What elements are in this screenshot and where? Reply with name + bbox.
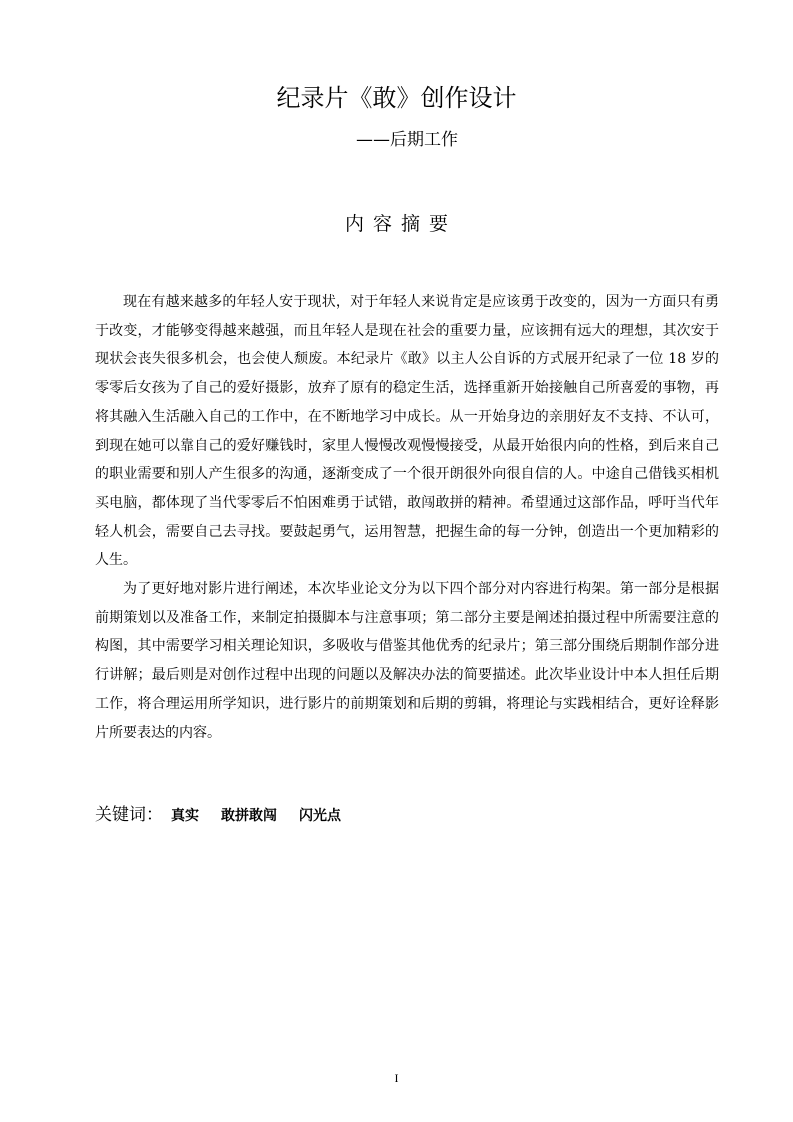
abstract-paragraph-1: 现在有越来越多的年轻人安于现状，对于年轻人来说肯定是应该勇于改变的，因为一方面只有勇于改变，才能够变得越来越强，而且年轻人是现在社会的重要力量，应该拥有远大的理想，其次安于现状会丧失很多机会，也会使人颓废。本纪录片《敢》以主人公自诉的方式展开纪录了一位 18 岁的零零后女孩为了自己的爱好摄影，放弃了原有的稳定生活，选择重新开始接触自己所喜爱的事物，再将其融入生活融入自己的工作中，在不断地学习中成长。从一开始身边的亲朋好友不支持、不认可，到现在她可以靠自己的爱好赚钱时，家里人慢慢改观慢慢接受，从最开始很内向的性格，到后来自己的职业需要和别人产生很多的沟通，逐渐变成了一个很开朗很外向很自信的人。中途自己借钱买相机买电脑，都体现了当代零零后不怕困难勇于试错，敢闯敢拼的精神。希望通过这部作品，呼吁当代年轻人机会，需要自己去寻找。要鼓起勇气，运用智慧，把握生命的每一分钟，创造出一个更加精彩的人生。 [95, 294, 719, 569]
keywords-label: 关键词： [95, 805, 163, 825]
keyword-item: 闪光点 [299, 808, 341, 824]
abstract-paragraph-2: 为了更好地对影片进行阐述，本次毕业论文分为以下四个部分对内容进行构架。第一部分是根据前期策划以及准备工作，来制定拍摄脚本与注意事项；第二部分主要是阐述拍摄过程中所需要注意的构图，其中需要学习相关理论知识，多吸收与借鉴其他优秀的纪录片；第三部分围绕后期制作部分进行讲解；最后则是对创作过程中出现的问题以及解决办法的简要描述。此次毕业设计中本人担任后期工作，将合理运用所学知识，进行影片的前期策划和后期的剪辑，将理论与实践相结合，更好诠释影片所要表达的内容。 [95, 581, 719, 741]
document-subtitle: ——后期工作 [356, 130, 458, 150]
keywords-line [95, 802, 341, 829]
document-title: 纪录片《敢》创作设计 [276, 84, 517, 112]
keyword-item: 真实 [171, 808, 199, 824]
keyword-item: 敢拼敢闯 [221, 808, 277, 824]
abstract-body [95, 288, 719, 747]
page-number: I [394, 1071, 399, 1085]
abstract-heading: 内容摘要 [344, 213, 457, 235]
